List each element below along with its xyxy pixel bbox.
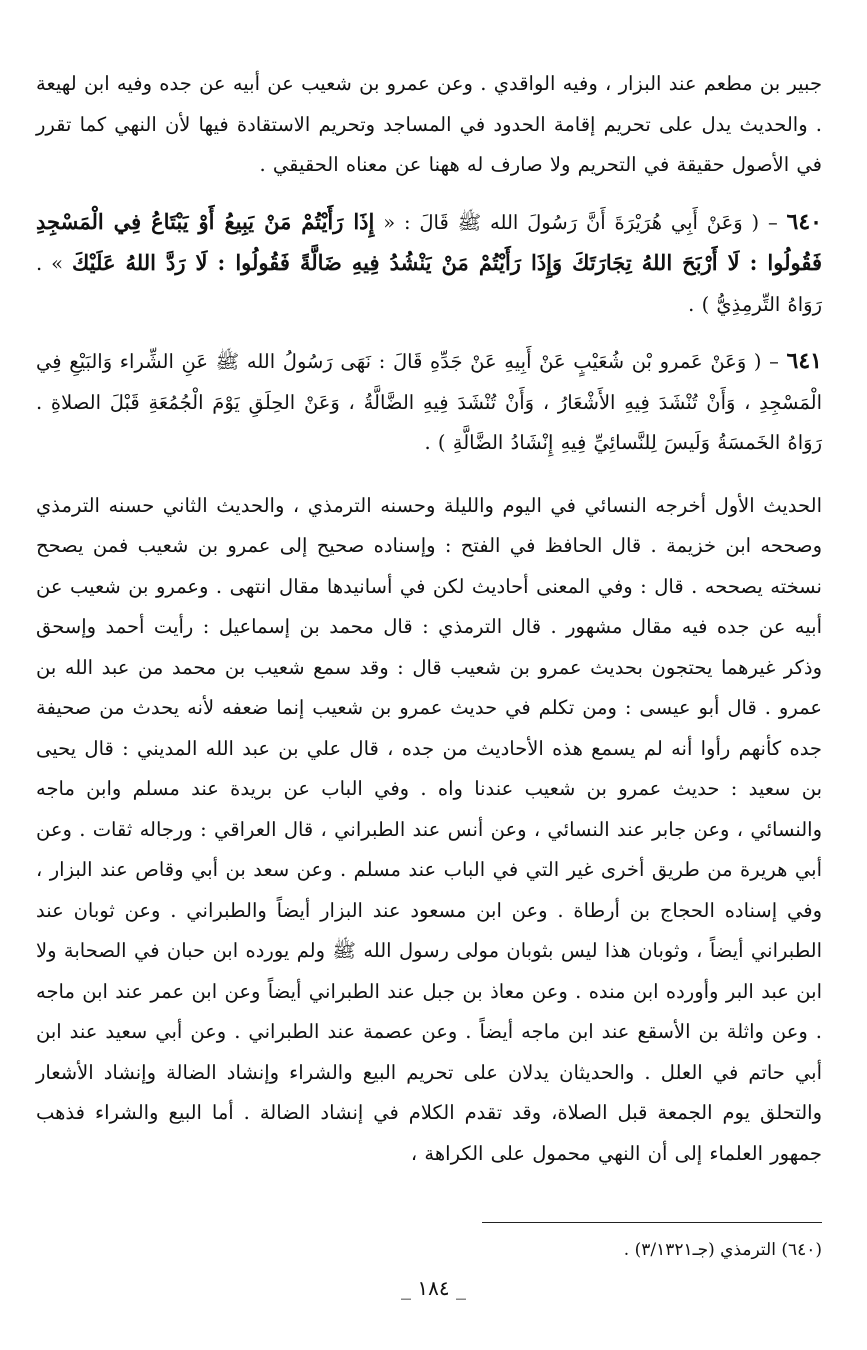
spacer (36, 464, 822, 486)
hadith-bold-text: إِذَا رَأَيْتُمْ مَنْ يَبِيعُ أَوْ يَبْتَاعُ فِي الْمَسْجِدِ فَقُولُوا : لَا أَرْبَحَ اللهُ تِجَارَتَكَ وَإِذَا رَأَيْتُمْ مَنْ يَنْشُدُ فِيهِ ضَالَّةً فَقُولُوا : لَا رَدَّ اللهُ عَلَيْكَ (36, 208, 822, 275)
hadith-number: ٦٤١ (786, 348, 822, 374)
hadith-641 (36, 341, 822, 464)
hadith-number: ٦٤٠ (786, 208, 822, 235)
spacer (36, 186, 822, 194)
page-number: _ ١٨٤ _ (401, 1276, 466, 1300)
hadith-dash: – (761, 350, 787, 373)
footnote-separator (482, 1222, 822, 1223)
hadith-text: ( وَعَنْ عَمرو بْن شُعَيْبٍ عَنْ أَبِيهِ عَنْ جَدِّهِ قَالَ : نَهَى رَسُولُ الله ﷺ عَنِ الشِّراء وَالبَيْعِ فِي الْمَسْجِدِ ، وَأَنْ تُنْشَدَ فِيهِ الأَشْعَارُ ، وَأَنْ تُنْشَدَ فِيهِ الضَّالَّةُ ، وَعَنْ الحِلَقِ يَوْمَ الْجُمُعَةِ قَبْلَ الصلاةِ . رَوَاهُ الخَمسَةُ وَلَيسَ لِلنَّسائِيِّ فِيهِ إِنْشَادُ الضَّالَّةِ ) . (36, 350, 822, 454)
intro-paragraph: جبير بن مطعم عند البزار ، وفيه الواقدي . وعن عمرو بن شعيب عن أبيه عن جده وفيه ابن لهيعة . والحديث يدل على تحريم إقامة الحدود في المساجد وتحريم الاستقادة فيها لأن النهي كما تقرر في الأصول حقيقة في التحريم ولا صارف له ههنا عن معناه الحقيقي . (36, 72, 822, 176)
hadith-closing: » . رَوَاهُ التِّرمِذِيُّ ) . (36, 252, 822, 316)
page-body (36, 64, 822, 1174)
footnote: (٦٤٠) الترمذي (جـ٣/١٣٢١) . (623, 1240, 822, 1260)
hadith-dash: – (759, 210, 787, 234)
hadith-640 (36, 202, 822, 326)
commentary-paragraph: الحديث الأول أخرجه النسائي في اليوم والليلة وحسنه الترمذي ، والحديث الثاني حسنه الترمذي وصححه ابن خزيمة . قال الحافظ في الفتح : وإسناده صحيح إلى عمرو بن شعيب فمن يصحح نسخته يصححه . قال : وفي المعنى أحاديث لكن في أسانيدها مقال انتهى . وعمرو بن شعيب عن أبيه عن جده فيه مقال مشهور . قال الترمذي : قال محمد بن إسماعيل : رأيت أحمد وإسحق وذكر غيرهما يحتجون بحديث عمرو بن شعيب قال : وقد سمع شعيب بن محمد من عبد الله بن عمرو . قال أبو عيسى : ومن تكلم في حديث عمرو بن شعيب إنما ضعفه لأنه يحدث من صحيفة جده كأنهم رأوا أنه لم يسمع هذه الأحاديث من جده ، قال علي بن عبد الله المديني : قال يحيى بن سعيد : حديث عمرو بن شعيب عندنا واه . وفي الباب عن بريدة عند مسلم وابن ماجه والنسائي ، وعن جابر عند النسائي ، وعن أنس عند الطبراني ، قال العراقي : ورجاله ثقات . وعن أبي هريرة من طريق أخرى غير التي في الباب عند مسلم . وعن سعد بن أبي وقاص عند البزار ، وفي إسناده الحجاج بن أرطاة . وعن ابن مسعود عند البزار أيضاً والطبراني . وعن ثوبان عند الطبراني أيضاً ، وثوبان هذا ليس بثوبان مولى رسول الله ﷺ ولم يورده ابن حبان في الصحابة ولا ابن عبد البر وأورده ابن منده . وعن معاذ بن جبل عند الطبراني أيضاً وعن ابن عمر عند ابن ماجه . وعن واثلة بن الأسقع عند ابن ماجه أيضاً . وعن عصمة عند الطبراني . وعن أبي سعيد عند ابن أبي حاتم في العلل . والحديثان يدلان على تحريم البيع والشراء وإنشاد الضالة وإنشاد الأشعار والتحلق يوم الجمعة قبل الصلاة، وقد تقدم الكلام في إنشاد الضالة . أما البيع والشراء فذهب جمهور العلماء إلى أن النهي محمول على الكراهة ، (36, 493, 822, 1165)
spacer (36, 325, 822, 333)
hadith-opening: ( وَعَنْ أَبِي هُرَيْرَةَ أَنَّ رَسُولَ الله ﷺ قَالَ : « (374, 210, 760, 234)
